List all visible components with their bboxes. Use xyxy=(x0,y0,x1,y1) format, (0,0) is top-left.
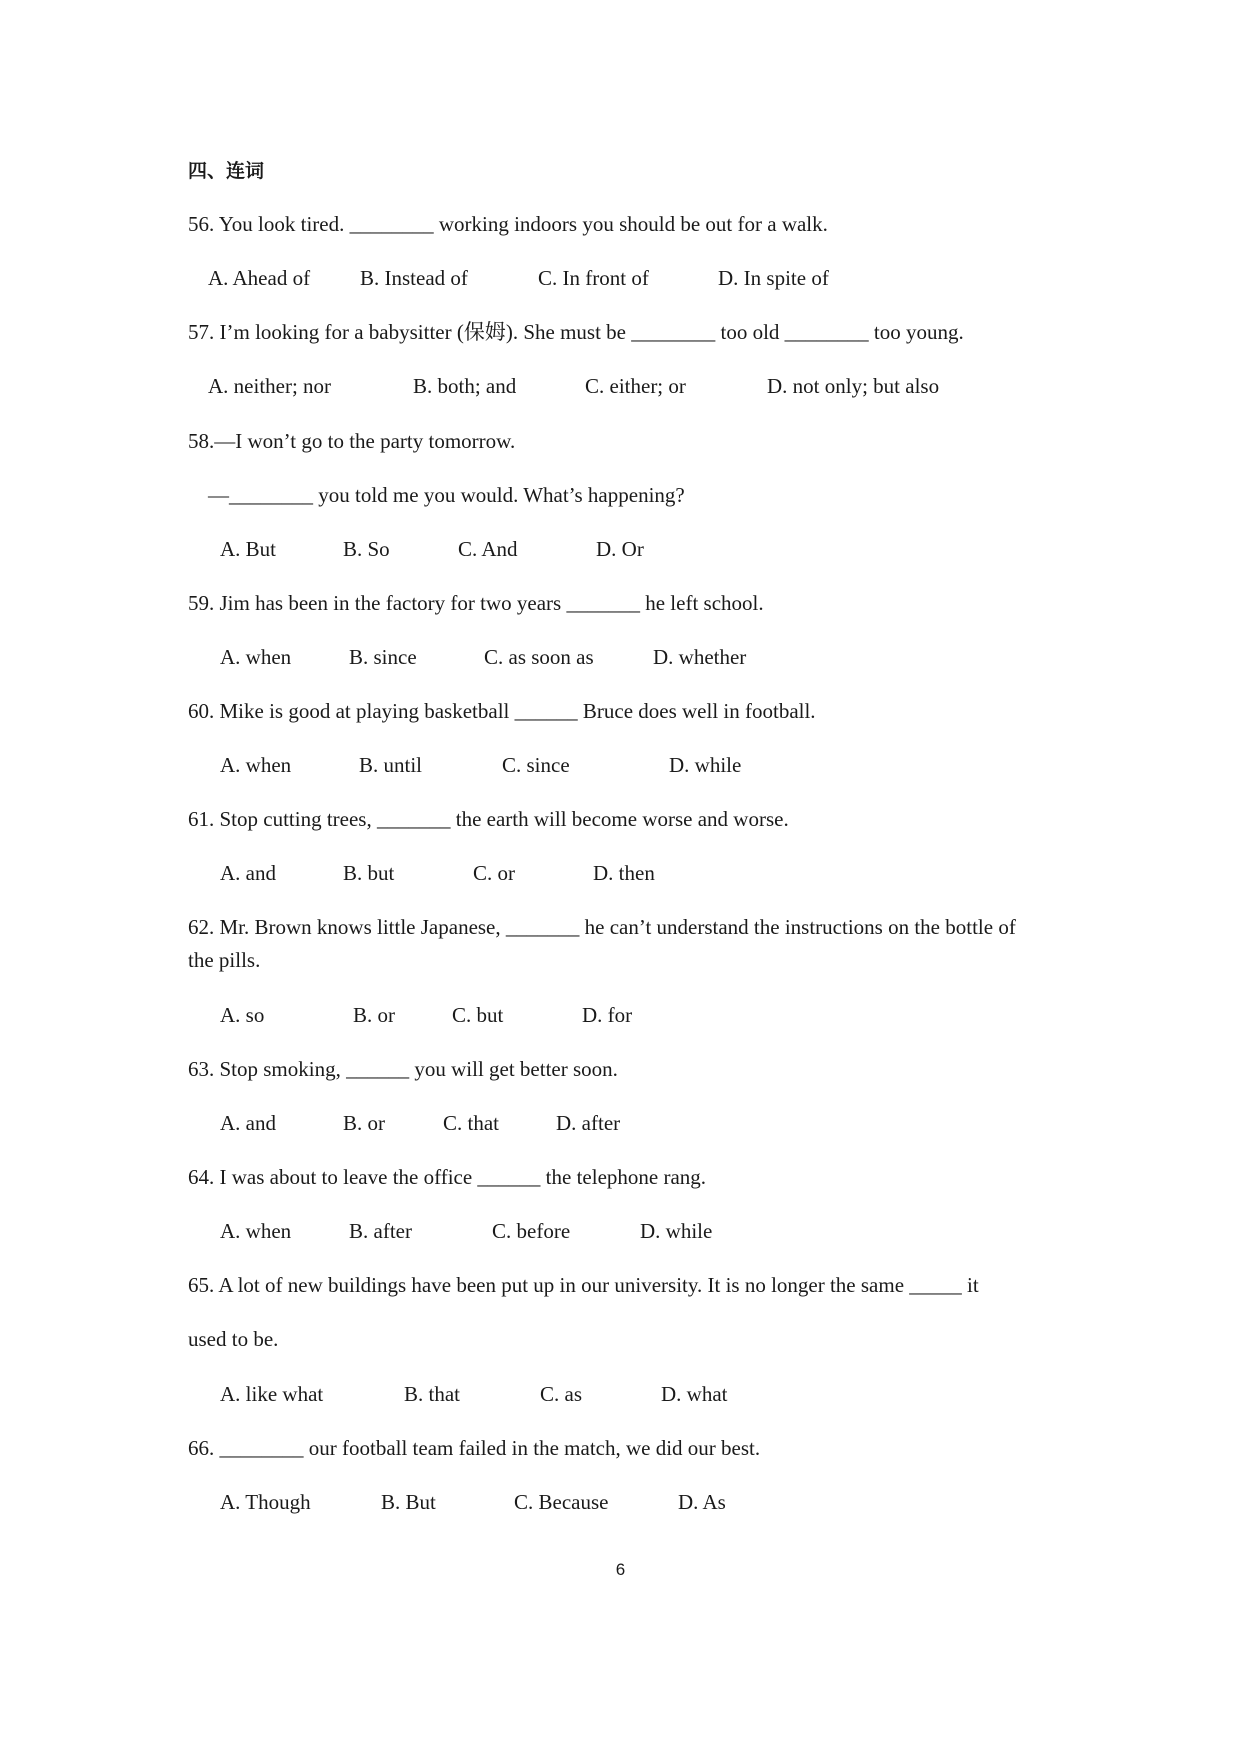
question-63-option-a: A. and xyxy=(220,1111,276,1135)
question-62-option-b: B. or xyxy=(353,1003,395,1027)
question-64-option-d: D. while xyxy=(640,1219,713,1243)
question-60-option-c: C. since xyxy=(502,753,570,777)
question-61-stem: 61. Stop cutting trees, _______ the earth will become worse and worse. xyxy=(188,807,789,831)
question-58-option-d: D. Or xyxy=(596,537,644,561)
question-58-option-c: C. And xyxy=(458,537,518,561)
question-65-stem-line2: used to be. xyxy=(188,1327,279,1351)
question-63-option-b: B. or xyxy=(343,1111,385,1135)
question-57-option-b: B. both; and xyxy=(413,374,517,398)
question-65-option-a: A. like what xyxy=(220,1382,324,1406)
question-65-stem: 65. A lot of new buildings have been put up in our university. It is no longer the same _____ it xyxy=(188,1273,979,1297)
question-60-stem: 60. Mike is good at playing basketball ______ Bruce does well in football. xyxy=(188,699,816,723)
question-63-stem: 63. Stop smoking, ______ you will get better soon. xyxy=(188,1057,618,1081)
question-56-option-d: D. In spite of xyxy=(718,266,829,290)
question-57-option-c: C. either; or xyxy=(585,374,686,398)
section-title: 四、连词 xyxy=(188,160,265,182)
question-65-option-d: D. what xyxy=(661,1382,728,1406)
question-64-option-b: B. after xyxy=(349,1219,412,1243)
question-56-option-c: C. In front of xyxy=(538,266,649,290)
question-57-option-d: D. not only; but also xyxy=(767,374,940,398)
question-56-option-b: B. Instead of xyxy=(360,266,468,290)
question-61-option-d: D. then xyxy=(593,861,655,885)
question-62-option-a: A. so xyxy=(220,1003,265,1027)
question-59-stem: 59. Jim has been in the factory for two years _______ he left school. xyxy=(188,591,764,615)
question-64-option-c: C. before xyxy=(492,1219,571,1243)
question-58-option-b: B. So xyxy=(343,537,390,561)
question-61-option-b: B. but xyxy=(343,861,395,885)
question-57-option-a: A. neither; nor xyxy=(208,374,332,398)
question-62-stem: 62. Mr. Brown knows little Japanese, _______ he can’t understand the instructions on the bottle of xyxy=(188,915,1016,939)
question-66-option-c: C. Because xyxy=(514,1490,609,1514)
question-63-option-c: C. that xyxy=(443,1111,499,1135)
question-56-option-a: A. Ahead of xyxy=(208,266,311,290)
question-64-option-a: A. when xyxy=(220,1219,292,1243)
question-58-option-a: A. But xyxy=(220,537,277,561)
question-66-stem: 66. ________ our football team failed in the match, we did our best. xyxy=(188,1436,761,1460)
question-62-option-c: C. but xyxy=(452,1003,504,1027)
question-56-stem: 56. You look tired. ________ working indoors you should be out for a walk. xyxy=(188,212,828,236)
question-59-option-c: C. as soon as xyxy=(484,645,594,669)
question-64-stem: 64. I was about to leave the office ______ the telephone rang. xyxy=(188,1165,707,1189)
question-66-option-a: A. Though xyxy=(220,1490,311,1514)
question-65-option-b: B. that xyxy=(404,1382,460,1406)
question-63-option-d: D. after xyxy=(556,1111,621,1135)
question-59-option-a: A. when xyxy=(220,645,292,669)
question-60-option-a: A. when xyxy=(220,753,292,777)
question-62-stem-line2: the pills. xyxy=(188,948,261,972)
question-66-option-b: B. But xyxy=(381,1490,436,1514)
page-number: 6 xyxy=(615,1560,626,1579)
question-59-option-d: D. whether xyxy=(653,645,747,669)
question-65-option-c: C. as xyxy=(540,1382,582,1406)
question-60-option-d: D. while xyxy=(669,753,742,777)
question-61-option-c: C. or xyxy=(473,861,515,885)
question-57-stem: 57. I’m looking for a babysitter (保姆). She must be ________ too old ________ too young. xyxy=(188,320,964,344)
question-58-stem: 58.—I won’t go to the party tomorrow. xyxy=(188,429,516,453)
question-60-option-b: B. until xyxy=(359,753,423,777)
question-61-option-a: A. and xyxy=(220,861,276,885)
question-62-option-d: D. for xyxy=(582,1003,633,1027)
question-59-option-b: B. since xyxy=(349,645,417,669)
question-58-stem-line2: —________ you told me you would. What’s happening? xyxy=(208,483,685,507)
question-66-option-d: D. As xyxy=(678,1490,726,1514)
